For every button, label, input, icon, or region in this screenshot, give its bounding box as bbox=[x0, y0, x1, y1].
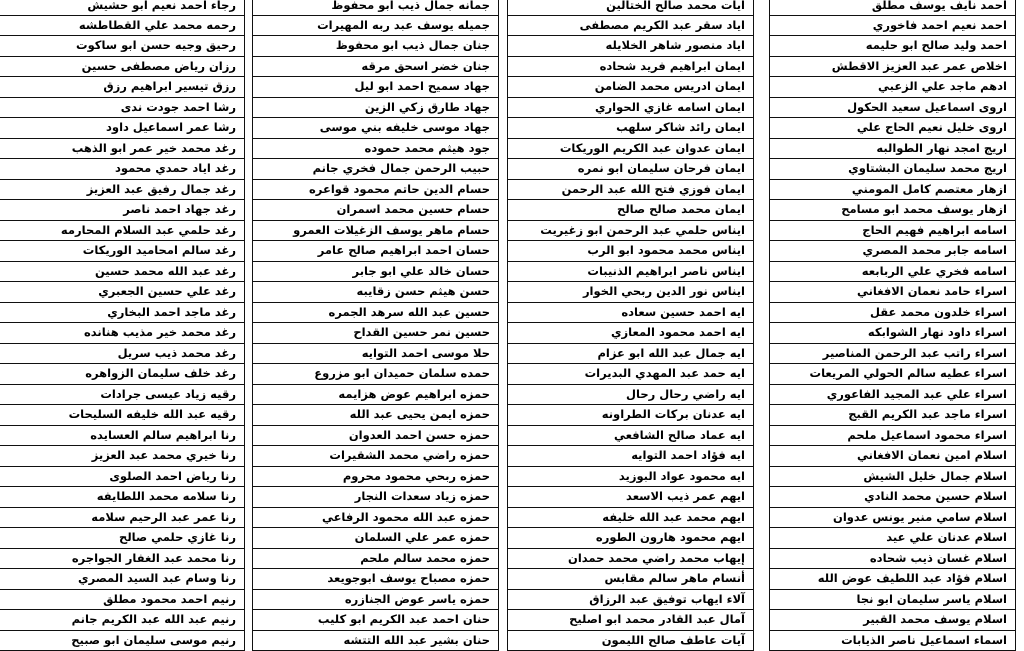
name-cell: آلاء ايهاب توفيق عبد الرزاق bbox=[507, 590, 754, 611]
name-cell: حمزه ياسر عوض الجنازره bbox=[252, 590, 499, 611]
name-cell: آمال عبد القادر محمد ابو اصليح bbox=[507, 610, 754, 631]
name-cell: حنان بشير عبد الله التتشه bbox=[252, 631, 499, 651]
name-cell: حلا موسى احمد التوايه bbox=[252, 344, 499, 365]
name-cell: اسلام غسان ذيب شحاده bbox=[769, 549, 1016, 570]
name-cell: جهاد سميح احمد ابو ليل bbox=[252, 77, 499, 98]
name-cell: اسلام حسين محمد النادي bbox=[769, 487, 1016, 508]
name-cell: رغد حلمي عبد السلام المحارمه bbox=[0, 221, 245, 242]
name-cell: اسلام ياسر سليمان ابو نجا bbox=[769, 590, 1016, 611]
name-cell: ايه فؤاد احمد التوايه bbox=[507, 446, 754, 467]
name-cell: رغد جهاد احمد ناصر bbox=[0, 200, 245, 221]
name-cell: حمزه مصباح يوسف ابوجويعد bbox=[252, 569, 499, 590]
name-cell: ازهار يوسف محمد ابو مسامح bbox=[769, 200, 1016, 221]
name-cell: اروى اسماعيل سعيد الحكول bbox=[769, 98, 1016, 119]
name-column-1 bbox=[769, 0, 1016, 651]
name-cell: ايهم محمد عبد الله خليفه bbox=[507, 508, 754, 529]
name-cell: احمد نعيم احمد فاخوري bbox=[769, 16, 1016, 37]
name-cell: ازهار معتصم كامل المومني bbox=[769, 180, 1016, 201]
name-cell: ايه محمود عواد البوزيد bbox=[507, 467, 754, 488]
name-cell: ايناس حلمي عبد الرحمن ابو زغيريت bbox=[507, 221, 754, 242]
name-cell: رنا خيري محمد عبد العزيز bbox=[0, 446, 245, 467]
name-cell: حسين عبد الله سرهد الجمره bbox=[252, 303, 499, 324]
name-cell: رزان رياض مصطفى حسين bbox=[0, 57, 245, 78]
name-cell: رنيم احمد محمود مطلق bbox=[0, 590, 245, 611]
name-cell: رقيه عبد الله خليفه السليحات bbox=[0, 405, 245, 426]
name-cell: اسراء محمود اسماعيل ملحم bbox=[769, 426, 1016, 447]
name-cell: اياد منصور شاهر الخلايله bbox=[507, 36, 754, 57]
name-cell: حسان خالد علي ابو جابر bbox=[252, 262, 499, 283]
name-cell: اسامه جابر محمد المصري bbox=[769, 241, 1016, 262]
name-cell: حسن هيثم حسن زقايبه bbox=[252, 282, 499, 303]
name-cell: أنسام ماهر سالم مقابس bbox=[507, 569, 754, 590]
name-cell: حمزه راضي محمد الشقيرات bbox=[252, 446, 499, 467]
name-cell: رنا وسام عبد السيد المصري bbox=[0, 569, 245, 590]
name-cell: ايناس ناصر ابراهيم الذنيبات bbox=[507, 262, 754, 283]
name-cell: جنان جمال ذيب ابو محفوظ bbox=[252, 36, 499, 57]
name-cell: رنا محمد عبد الغفار الجواجره bbox=[0, 549, 245, 570]
name-cell: رنا غازي حلمي صالح bbox=[0, 528, 245, 549]
name-cell: اسلام فؤاد عبد اللطيف عوض الله bbox=[769, 569, 1016, 590]
name-cell: احمد نايف يوسف مطلق bbox=[769, 0, 1016, 16]
name-cell: اسماء اسماعيل ناصر الذيابات bbox=[769, 631, 1016, 651]
name-cell: جميله يوسف عبد ربه المهيرات bbox=[252, 16, 499, 37]
name-cell: جهاد طارق زكي الزين bbox=[252, 98, 499, 119]
name-cell: ايه احمد محمود المعازي bbox=[507, 323, 754, 344]
name-cell: رحيق وجيه حسن ابو ساكوت bbox=[0, 36, 245, 57]
name-cell: رقيه زياد عيسى جرادات bbox=[0, 385, 245, 406]
name-cell: حمزه ابراهيم عوض هزايمه bbox=[252, 385, 499, 406]
name-column-4 bbox=[0, 0, 245, 651]
name-cell: حمده سلمان حميدان ابو مزروع bbox=[252, 364, 499, 385]
name-cell: رغد اياد حمدي محمود bbox=[0, 159, 245, 180]
name-cell: إيهاب محمد راضي محمد حمدان bbox=[507, 549, 754, 570]
name-cell: رنيم عبد الله عبد الكريم جانم bbox=[0, 610, 245, 631]
name-cell: آيات عاطف صالح الليمون bbox=[507, 631, 754, 651]
name-cell: ايات محمد صالح الختالين bbox=[507, 0, 754, 16]
name-cell: رغد جمال رفيق عبد العزيز bbox=[0, 180, 245, 201]
name-cell: اسراء حامد نعمان الافغاني bbox=[769, 282, 1016, 303]
name-cell: حنان احمد عبد الكريم ابو كليب bbox=[252, 610, 499, 631]
name-cell: اريج محمد سليمان البشتاوي bbox=[769, 159, 1016, 180]
name-cell: ايهم عمر ذيب الاسعد bbox=[507, 487, 754, 508]
name-cell: ايمان اسامه غازي الحواري bbox=[507, 98, 754, 119]
name-cell: حسام ماهر يوسف الزغيلات العمرو bbox=[252, 221, 499, 242]
name-cell: رنا رياض احمد الصلوى bbox=[0, 467, 245, 488]
name-cell: ايه راضي رحال رحال bbox=[507, 385, 754, 406]
name-cell: رشا عمر اسماعيل داود bbox=[0, 118, 245, 139]
name-cell: رغد عبد الله محمد حسين bbox=[0, 262, 245, 283]
name-cell: اسامه ابراهيم فهيم الحاج bbox=[769, 221, 1016, 242]
name-cell: رغد سالم امحاميد الوريكات bbox=[0, 241, 245, 262]
name-column-3 bbox=[252, 0, 499, 651]
name-cell: حمزه عبد الله محمود الرفاعي bbox=[252, 508, 499, 529]
name-cell: رغد ماجد احمد البخاري bbox=[0, 303, 245, 324]
name-cell: رنا سلامه محمد اللطايفه bbox=[0, 487, 245, 508]
name-cell: ايه عماد صالح الشافعي bbox=[507, 426, 754, 447]
name-cell: اسلام جمال خليل الشيش bbox=[769, 467, 1016, 488]
name-cell: ايمان ادريس محمد الضامن bbox=[507, 77, 754, 98]
name-cell: رنا ابراهيم سالم العسايده bbox=[0, 426, 245, 447]
name-cell: ايمان ابراهيم فريد شحاده bbox=[507, 57, 754, 78]
name-cell: جهاد موسى خليفه بني موسى bbox=[252, 118, 499, 139]
name-cell: ادهم ماجد علي الزعبي bbox=[769, 77, 1016, 98]
name-cell: رغد محمد ذيب سريل bbox=[0, 344, 245, 365]
name-cell: ايه جمال عبد الله ابو عزام bbox=[507, 344, 754, 365]
name-cell: اخلاص عمر عبد العزيز الاقطش bbox=[769, 57, 1016, 78]
name-cell: اسراء راتب عبد الرحمن المناصير bbox=[769, 344, 1016, 365]
name-cell: حمزه ربحي محمود محروم bbox=[252, 467, 499, 488]
name-cell: حمزه زياد سعدات النجار bbox=[252, 487, 499, 508]
name-cell: ايمان رائد شاكر سلهب bbox=[507, 118, 754, 139]
name-cell: ايناس محمد محمود ابو الرب bbox=[507, 241, 754, 262]
name-cell: حسان احمد ابراهيم صالح عامر bbox=[252, 241, 499, 262]
name-cell: ايمان فرحان سليمان ابو نمره bbox=[507, 159, 754, 180]
name-cell: حسام حسين محمد اسمران bbox=[252, 200, 499, 221]
name-cell: ايناس نور الدين ربحي الخوار bbox=[507, 282, 754, 303]
name-cell: جود هيثم محمد حموده bbox=[252, 139, 499, 160]
name-cell: رغد خلف سليمان الزواهره bbox=[0, 364, 245, 385]
name-cell: حسين نمر حسين القداح bbox=[252, 323, 499, 344]
name-cell: ايمان محمد صالح صالح bbox=[507, 200, 754, 221]
name-cell: حمزه ايمن يحيى عبد الله bbox=[252, 405, 499, 426]
name-cell: حمزه محمد سالم ملحم bbox=[252, 549, 499, 570]
name-cell: حمزه عمر علي السلمان bbox=[252, 528, 499, 549]
name-cell: ايه احمد حسين سعاده bbox=[507, 303, 754, 324]
name-cell: رغد محمد خير مذيب هنانده bbox=[0, 323, 245, 344]
name-cell: حسام الدين حاتم محمود قواعره bbox=[252, 180, 499, 201]
name-cell: ايه حمد عبد المهدي البديرات bbox=[507, 364, 754, 385]
name-cell: رغد علي حسين الجعبري bbox=[0, 282, 245, 303]
name-cell: رنيم موسى سليمان ابو صبيح bbox=[0, 631, 245, 651]
name-cell: اسلام يوسف محمد القبير bbox=[769, 610, 1016, 631]
name-cell: رجاء احمد نعيم ابو حشيش bbox=[0, 0, 245, 16]
name-cell: اسلام سامي منير يونس عدوان bbox=[769, 508, 1016, 529]
name-cell: اسلام امين نعمان الافغاني bbox=[769, 446, 1016, 467]
name-cell: اياد سقر عبد الكريم مصطفى bbox=[507, 16, 754, 37]
name-cell: ايه عدنان بركات الطراونه bbox=[507, 405, 754, 426]
name-cell: اروى خليل نعيم الحاج علي bbox=[769, 118, 1016, 139]
name-column-2 bbox=[507, 0, 754, 651]
name-cell: رغد محمد خير عمر ابو الذهب bbox=[0, 139, 245, 160]
name-cell: حبيب الرحمن جمال فخري جانم bbox=[252, 159, 499, 180]
name-cell: اسلام عدنان علي عيد bbox=[769, 528, 1016, 549]
name-cell: ايمان فوزي فتح الله عبد الرحمن bbox=[507, 180, 754, 201]
name-cell: ايمان عدوان عبد الكريم الوريكات bbox=[507, 139, 754, 160]
name-cell: رشا احمد جودت ندى bbox=[0, 98, 245, 119]
name-cell: رنا عمر عبد الرحيم سلامه bbox=[0, 508, 245, 529]
name-cell: جنان خضر اسحق مرقه bbox=[252, 57, 499, 78]
name-cell: جمانه جمال ذيب ابو محفوظ bbox=[252, 0, 499, 16]
name-cell: اسراء علي عبد المجيد الفاعوري bbox=[769, 385, 1016, 406]
name-cell: اسامه فخري علي الربابعه bbox=[769, 262, 1016, 283]
name-cell: اسراء ماجد عبد الكريم القبج bbox=[769, 405, 1016, 426]
name-cell: رحمه محمد علي القطاطشه bbox=[0, 16, 245, 37]
name-cell: اسراء خلدون محمد عقل bbox=[769, 303, 1016, 324]
name-cell: اريج امجد نهار الطوالبه bbox=[769, 139, 1016, 160]
name-cell: اسراء عطيه سالم الحولي المريعات bbox=[769, 364, 1016, 385]
name-cell: اسراء داود نهار الشوابكه bbox=[769, 323, 1016, 344]
name-cell: احمد وليد صالح ابو حليمه bbox=[769, 36, 1016, 57]
name-cell: رزق تيسير ابراهيم رزق bbox=[0, 77, 245, 98]
name-cell: حمزه حسن احمد العدوان bbox=[252, 426, 499, 447]
name-cell: ايهم محمود هارون الطوره bbox=[507, 528, 754, 549]
